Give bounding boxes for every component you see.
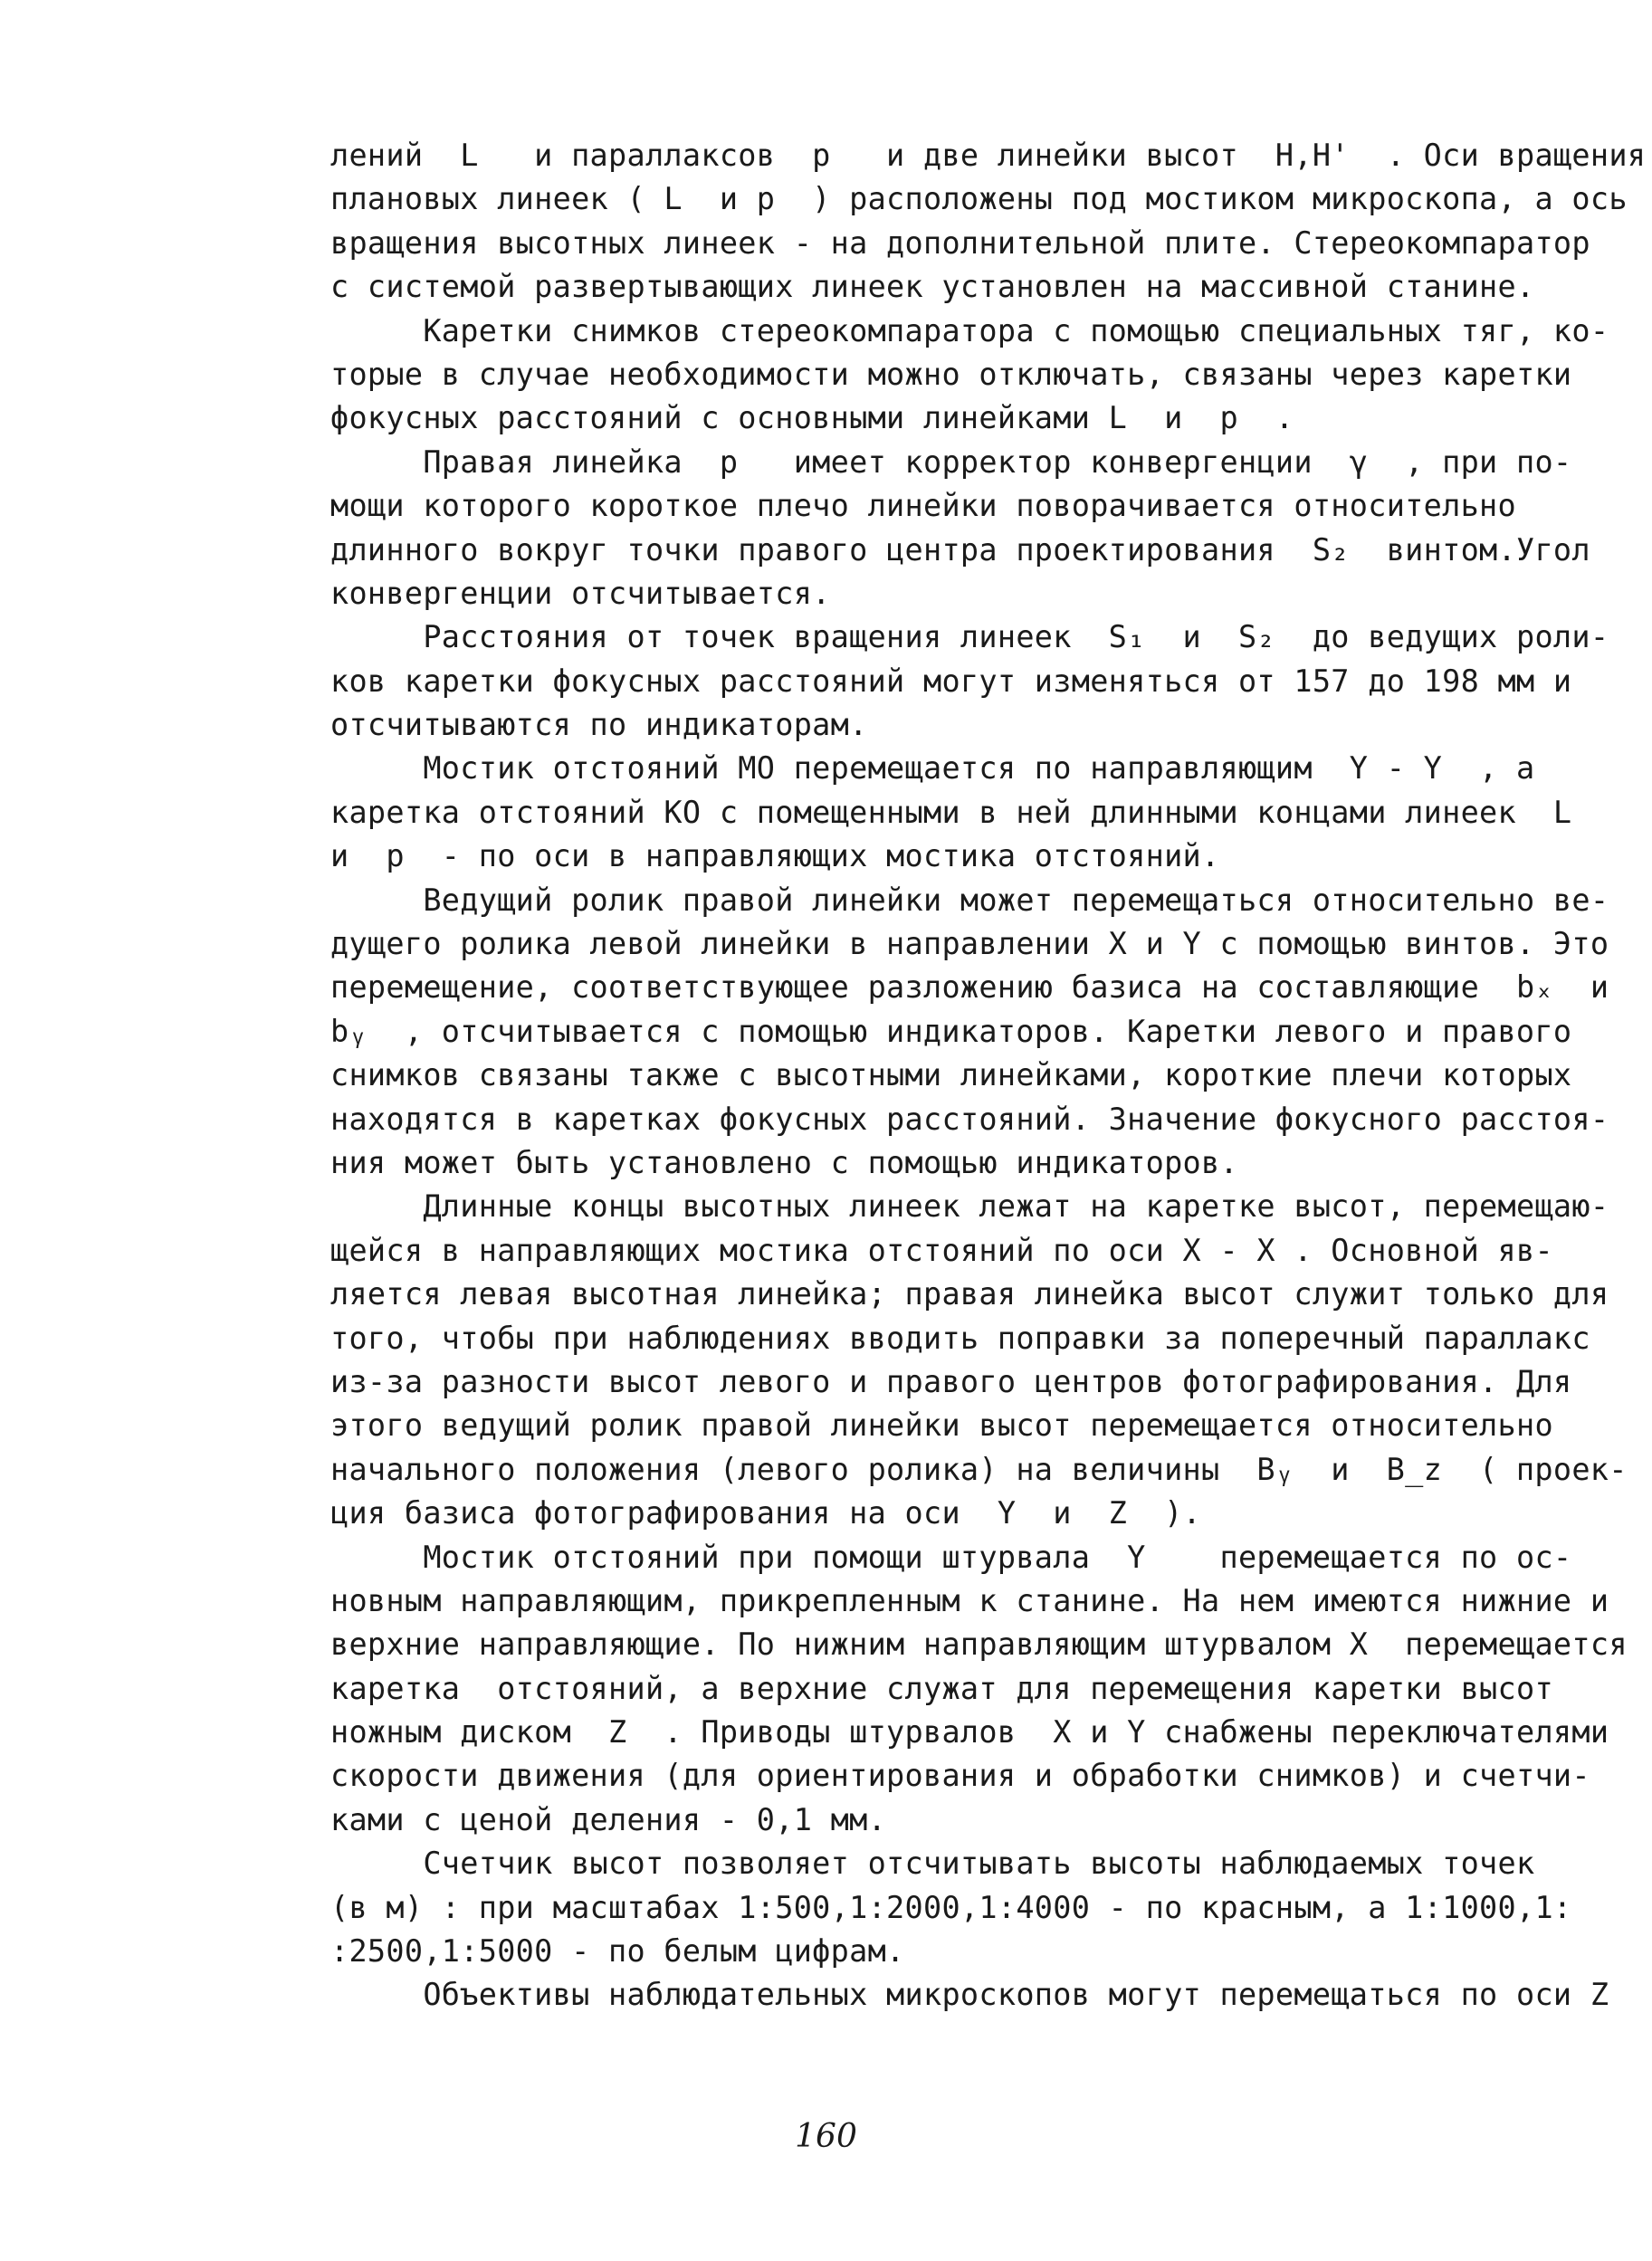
text-line: фокусных расстояний с основными линейками L и p . xyxy=(330,400,1294,436)
text-line: каретка отстояний, а верхние служат для перемещения каретки высот xyxy=(330,1670,1553,1706)
text-line: и p - по оси в направляющих мостика отстояний. xyxy=(330,838,1220,874)
text-line: ков каретки фокусных расстояний могут изменяться от 157 до 198 мм и xyxy=(330,663,1572,699)
text-line: (в м) : при масштабах 1:500,1:2000,1:4000 - по красным, а 1:1000,1: xyxy=(330,1889,1572,1925)
text-line: щейся в направляющих мостика отстояний по оси X - X . Основной яв- xyxy=(330,1232,1553,1268)
text-line: отсчитываются по индикаторам. xyxy=(330,707,868,743)
text-line: Правая линейка p имеет корректор конвергенции γ , при по- xyxy=(330,444,1572,480)
text-line: ножным диском Z . Приводы штурвалов X и Y снабжены переключателями xyxy=(330,1714,1609,1751)
text-line: Мостик отстояний МО перемещается по направляющим Y - Y , а xyxy=(330,750,1535,787)
text-line: Каретки снимков стереокомпаратора с помощью специальных тяг, ко- xyxy=(330,312,1609,348)
text-line: находятся в каретках фокусных расстояний. Значение фокусного расстоя- xyxy=(330,1101,1609,1137)
text-line: новным направляющим, прикрепленным к станине. На нем имеются нижние и xyxy=(330,1582,1609,1618)
text-line: Ведущий ролик правой линейки может перемещаться относительно ве- xyxy=(330,882,1609,918)
text-line: Расстояния от точек вращения линеек S₁ и S₂ до ведущих роли- xyxy=(330,619,1609,655)
text-line: ния может быть установлено с помощью индикаторов. xyxy=(330,1144,1238,1180)
text-line: каретка отстояний КО с помещенными в ней длинными концами линеек L xyxy=(330,794,1572,830)
text-line: мощи которого короткое плечо линейки поворачивается относительно xyxy=(330,488,1516,524)
text-line: вращения высотных линеек - на дополнительной плите. Стереокомпаратор xyxy=(330,224,1590,261)
text-line: конвергенции отсчитывается. xyxy=(330,575,831,611)
text-line: скорости движения (для ориентирования и обработки снимков) и счетчи- xyxy=(330,1758,1590,1794)
text-line: торые в случае необходимости можно отключать, связаны через каретки xyxy=(330,356,1572,392)
text-line: дущего ролика левой линейки в направлении X и Y с помощью винтов. Это xyxy=(330,926,1609,962)
text-line: перемещение, соответствующее разложению базиса на составляющие bₓ и xyxy=(330,969,1609,1006)
page-number: 160 xyxy=(795,2118,857,2155)
text-line: ляется левая высотная линейка; правая линейка высот служит только для xyxy=(330,1276,1609,1312)
text-line: лений L и параллаксов p и две линейки высот H,H' . Оси вращения xyxy=(330,138,1647,173)
text-line: Объективы наблюдательных микроскопов могут перемещаться по оси Z xyxy=(330,1977,1609,2013)
text-line: того, чтобы при наблюдениях вводить поправки за поперечный параллакс xyxy=(330,1320,1590,1356)
text-line: начального положения (левого ролика) на величины Bᵧ и B_z ( проек- xyxy=(330,1451,1628,1487)
text-line: :2500,1:5000 - по белым цифрам. xyxy=(330,1933,905,1970)
text-line: bᵧ , отсчитывается с помощью индикаторов. Каретки левого и правого xyxy=(330,1013,1572,1049)
text-line: снимков связаны также с высотными линейками, короткие плечи которых xyxy=(330,1057,1572,1093)
text-line: этого ведущий ролик правой линейки высот перемещается относительно xyxy=(330,1407,1553,1444)
text-line: Мостик отстояний при помощи штурвала Y перемещается по ос- xyxy=(330,1539,1572,1575)
text-line: Длинные концы высотных линеек лежат на каретке высот, перемещаю- xyxy=(330,1188,1609,1225)
body-text xyxy=(330,134,1647,2018)
text-line: плановых линеек ( L и p ) расположены под мостиком микроскопа, а ось xyxy=(330,181,1628,217)
text-line: длинного вокруг точки правого центра проектирования S₂ винтом.Угол xyxy=(330,531,1590,568)
text-line: верхние направляющие. По нижним направляющим штурвалом X перемещается xyxy=(330,1627,1628,1663)
text-line: с системой развертывающих линеек установлен на массивной станине. xyxy=(330,269,1535,305)
text-line: ками с ценой деления - 0,1 мм. xyxy=(330,1801,887,1837)
text-line: из-за разности высот левого и правого центров фотографирования. Для xyxy=(330,1363,1572,1399)
text-line: ция базиса фотографирования на оси Y и Z ). xyxy=(330,1495,1202,1531)
text-line: Счетчик высот позволяет отсчитывать высоты наблюдаемых точек xyxy=(330,1846,1535,1882)
